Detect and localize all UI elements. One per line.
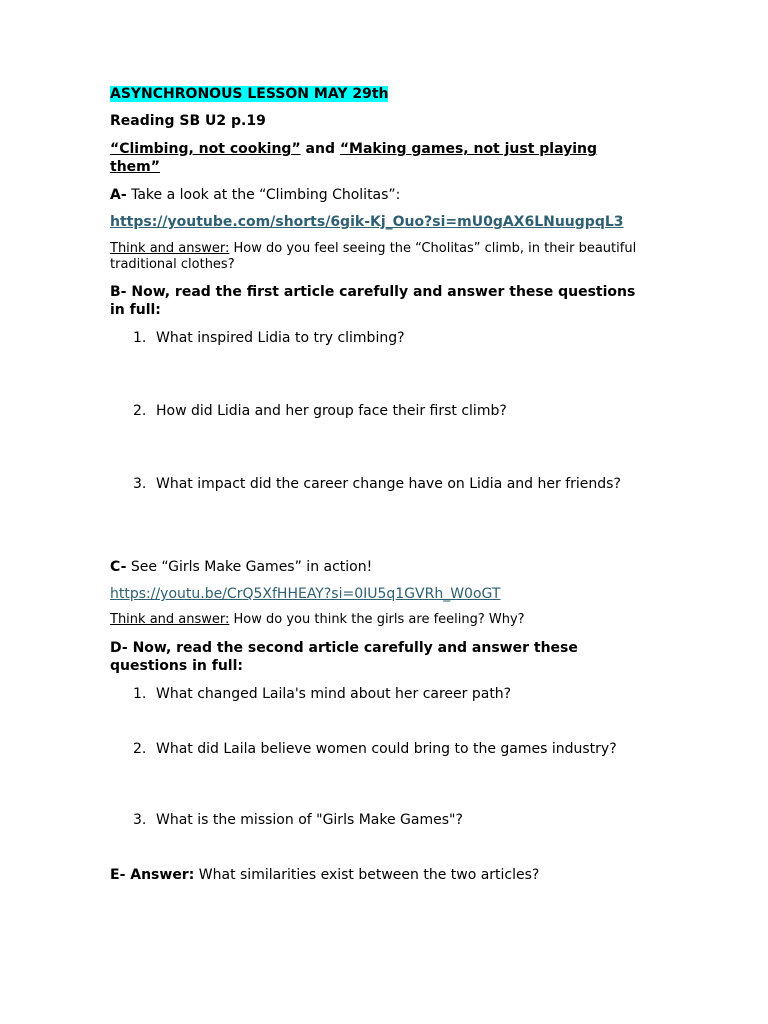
- section-a-intro: [110, 186, 400, 204]
- section-d-question-2: [133, 740, 617, 758]
- question-number: 1.: [133, 686, 147, 702]
- reading-reference: Reading SB U2 p.19: [110, 113, 266, 129]
- question-text: What changed Laila's mind about her career path?: [156, 686, 512, 702]
- section-b-question-1: [133, 329, 405, 347]
- question-text: What did Laila believe women could bring to the games industry?: [156, 741, 617, 757]
- section-a-text: Take a look at the “Climbing Cholitas”:: [126, 187, 401, 203]
- section-d-question-1: [133, 685, 511, 703]
- section-a-label: A-: [110, 187, 127, 203]
- article-title-connector: and: [300, 141, 340, 157]
- section-a-link-line: [110, 213, 624, 231]
- section-c-think-text: How do you think the girls are feeling? Why?: [229, 612, 525, 627]
- article-title-second: “Making games, not just playing them”: [110, 141, 598, 175]
- section-c-text: See “Girls Make Games” in action!: [126, 559, 373, 575]
- question-number: 3.: [133, 812, 147, 828]
- section-e-label: E- Answer:: [110, 867, 195, 883]
- question-number: 1.: [133, 330, 147, 346]
- question-text: How did Lidia and her group face their first climb?: [156, 403, 507, 419]
- question-number: 3.: [133, 476, 147, 492]
- climbing-cholitas-video-link[interactable]: https://youtube.com/shorts/6gik-Kj_Ouo?si=mU0gAX6LNuugpqL3: [110, 214, 624, 230]
- question-number: 2.: [133, 741, 147, 757]
- section-d-question-3: [133, 811, 463, 829]
- question-number: 2.: [133, 403, 147, 419]
- lesson-title: [110, 85, 388, 103]
- lesson-title-highlight: ASYNCHRONOUS LESSON MAY 29th: [110, 86, 389, 102]
- section-b-question-3: [133, 475, 621, 493]
- section-e: [110, 866, 539, 884]
- section-d-heading: D- Now, read the second article carefully and answer these questions in full:: [110, 640, 578, 674]
- section-a-think-label: Think and answer:: [110, 241, 230, 256]
- girls-make-games-video-link[interactable]: https://youtu.be/CrQ5XfHHEAY?si=0IU5q1GVRh_W0oGT: [110, 586, 501, 602]
- question-text: What inspired Lidia to try climbing?: [156, 330, 405, 346]
- section-c-think: [110, 612, 525, 628]
- question-text: What is the mission of "Girls Make Games"?: [156, 812, 463, 828]
- section-b-question-2: [133, 402, 507, 420]
- section-c-think-label: Think and answer:: [110, 612, 230, 627]
- section-a-think: [110, 241, 650, 273]
- section-e-text: What similarities exist between the two articles?: [194, 867, 540, 883]
- article-title-first: “Climbing, not cooking”: [110, 141, 301, 157]
- section-c-label: C-: [110, 559, 127, 575]
- section-a-think-text: How do you feel seeing the “Cholitas” climb, in their beautiful traditional clothes?: [110, 241, 637, 272]
- section-c-link-line: [110, 585, 500, 603]
- question-text: What impact did the career change have on Lidia and her friends?: [156, 476, 621, 492]
- section-c-intro: [110, 558, 372, 576]
- article-titles: [110, 140, 650, 176]
- section-b-heading: B- Now, read the first article carefully and answer these questions in full:: [110, 284, 636, 318]
